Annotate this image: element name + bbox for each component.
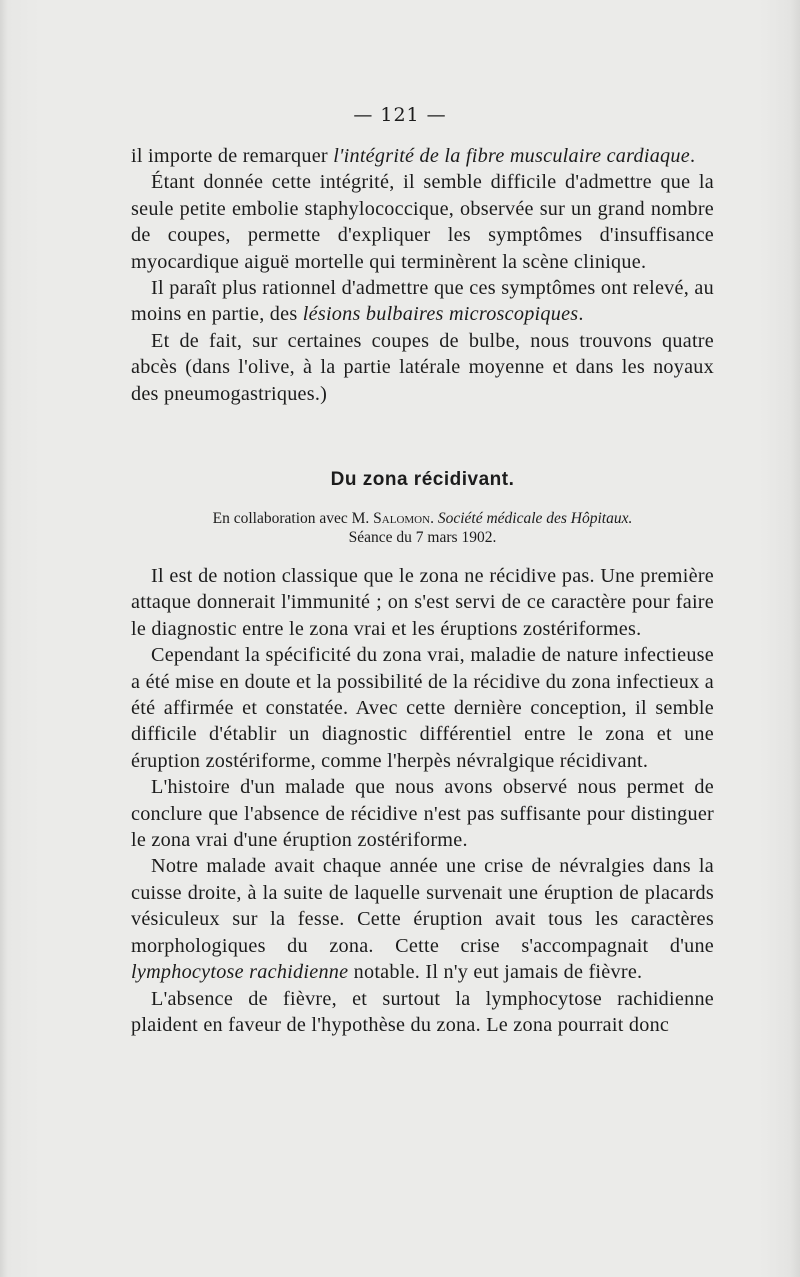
italic-text: l'intégrité de la fibre musculaire cardiaque [333, 145, 690, 167]
text-run: notable. Il n'y eut jamais de fièvre. [348, 961, 643, 984]
citation [131, 509, 714, 547]
paragraph: L'histoire d'un malade que nous avons observé nous permet de conclure que l'absence de récidive n'est pas suffisante pour distinguer le zona vrai d'une éruption zostériforme. [131, 776, 714, 852]
citation-line [131, 509, 714, 528]
paragraph: L'absence de fièvre, et surtout la lymphocytose rachidienne plaident en faveur de l'hypothèse du zona. Le zona pourrait donc [131, 987, 714, 1036]
citation-session: Séance du 7 mars 1902. [348, 529, 497, 546]
text-block-top [131, 143, 714, 407]
text-run: il importe de remarquer [131, 145, 334, 167]
paragraph: Cependant la spécificité du zona vrai, maladie de nature infectieuse a été mise en doute et la possibilité de la récidive du zona infectieux a été affirmée et constatée. Avec cette dernière conception, il semble difficile d'établir un diagnostic différentiel entre le zona et une éruption zostériforme, comme l'herpès névralgique récidivant. [131, 644, 714, 772]
citation-society: Société médicale des Hôpitaux. [437, 510, 633, 527]
text-run: Il paraît plus rationnel d'admettre que ces symptômes ont relevé, au moins en partie, des [131, 277, 714, 326]
section-title: Du zona récidivant. [330, 469, 515, 490]
citation-prefix: En collaboration avec M. [212, 510, 370, 527]
italic-text: lymphocytose rachidienne [131, 961, 349, 984]
text-run: Notre malade avait chaque année une crise de névralgies dans la cuisse droite, à la suite de laquelle survenait une éruption de placards vésiculeux sur la fesse. Cette éruption avait tous les caractères morphologiques du zona. Cette crise s'accompagnait d'une [131, 855, 714, 957]
paragraph [131, 853, 714, 985]
citation-author: Salomon. [373, 510, 434, 527]
paragraph: Il est de notion classique que le zona ne récidive pas. Une première attaque donnerait l'immunité ; on s'est servi de ce caractère pour faire le diagnostic entre le zona vrai et les éruptions zostériformes. [131, 565, 714, 640]
page-number: — 121 — [353, 104, 447, 126]
paragraph [131, 143, 714, 169]
text-run: . [578, 303, 584, 326]
italic-text: lésions bulbaires microscopiques [302, 303, 579, 326]
paragraph: Et de fait, sur certaines coupes de bulbe, nous trouvons quatre abcès (dans l'olive, à la partie latérale moyenne et dans les noyaux des pneumogastriques.) [131, 329, 714, 405]
text-block-bottom [131, 563, 714, 1038]
paragraph [131, 275, 714, 328]
paragraph: Étant donnée cette intégrité, il semble difficile d'admettre que la seule petite embolie staphylococcique, observée sur un grand nombre de coupes, permette d'expliquer les symptômes d'insuffisance myocardique aiguë mortelle qui terminèrent la scène clinique. [131, 171, 714, 273]
text-run: . [689, 145, 696, 167]
